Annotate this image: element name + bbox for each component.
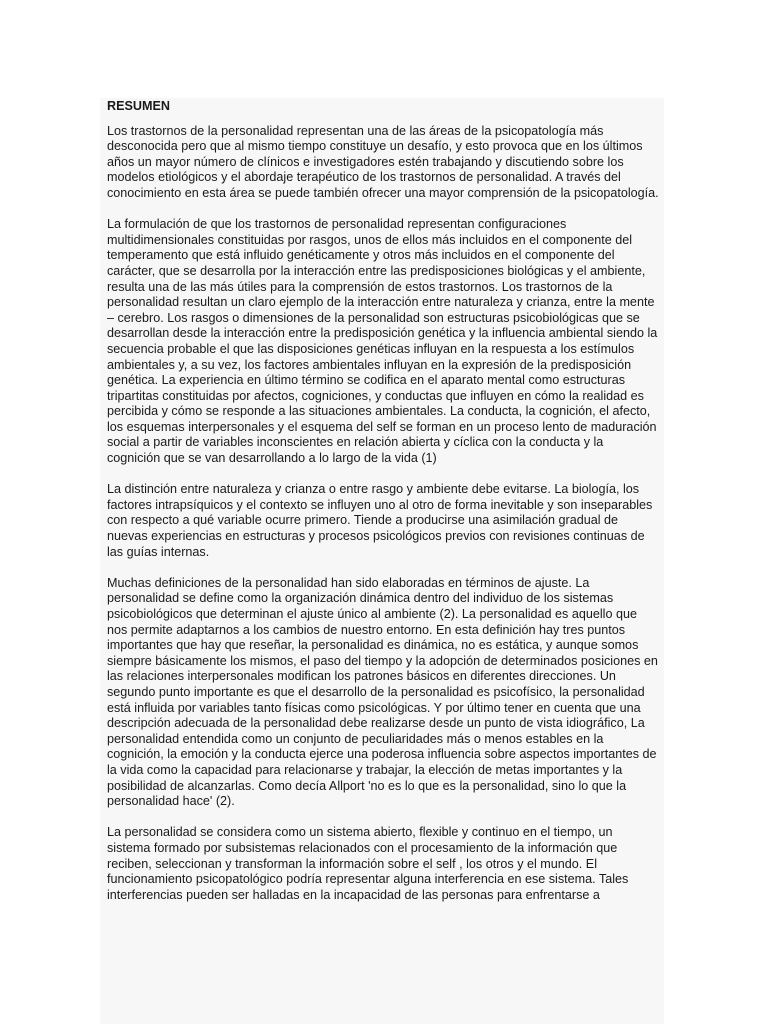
paragraph-1: Los trastornos de la personalidad representan una de las áreas de la psicopatología más desconocida pero que al mismo tiempo constituye un desafío, y esto provoca que en los últimos años un mayor número de clínicos e investigadores estén trabajando y discutiendo sobre los modelos etiológicos y el abordaje terapéutico de los trastornos de personalidad. A través del conocimiento en esta área se puede también ofrecer una mayor comprensión de la psicopatología. [107, 123, 659, 200]
paragraph-4: Muchas definiciones de la personalidad han sido elaboradas en términos de ajuste. La personalidad se define como la organización dinámica dentro del individuo de los sistemas psicobiológicos que determinan el ajuste único al ambiente (2). La personalidad es aquello que nos permite adaptarnos a los cambios de nuestro entorno. En esta definición hay tres puntos importantes que hay que reseñar, la personalidad es dinámica, no es estática, y aunque somos siempre básicamente los mismos, el paso del tiempo y la adopción de determinados posiciones en las relaciones interpersonales modifican los patrones básicos en diferentes direcciones. Un segundo punto importante es que el desarrollo de la personalidad es psicofísico, la personalidad está influida por variables tanto físicas como psicológicas. Y por último tener en cuenta que una descripción adecuada de la personalidad debe realizarse desde un punto de vista idiográfico, La personalidad entendida como un conjunto de peculiaridades más o menos estables en la cognición, la emoción y la conducta ejerce una poderosa influencia sobre aspectos importantes de la vida como la capacidad para relacionarse y trabajar, la elección de metas importantes y la posibilidad de alcanzarlas. Como decía Allport 'no es lo que es la personalidad, sino lo que la personalidad hace' (2). [107, 575, 658, 809]
document-content [107, 99, 659, 919]
document-title: RESUMEN [107, 99, 170, 113]
paragraph-2: La formulación de que los trastornos de personalidad representan configuraciones multidimensionales constituidas por rasgos, unos de ellos más incluidos en el componente del temperamento que está influido genéticamente y otros más incluidos en el componente del carácter, que se desarrolla por la interacción entre las predisposiciones biológicas y el ambiente, resulta una de las más útiles para la comprensión de estos trastornos. Los trastornos de la personalidad resultan un claro ejemplo de la interacción entre naturaleza y crianza, entre la mente – cerebro. Los rasgos o dimensiones de la personalidad son estructuras psicobiológicas que se desarrollan desde la interacción entre la predisposición genética y la influencia ambiental siendo la secuencia probable el que las disposiciones genéticas influyan en la respuesta a los estímulos ambientales y, a su vez, los factores ambientales influyan en la expresión de la predisposición genética. La experiencia en último término se codifica en el aparato mental como estructuras tripartitas constituidas por afectos, cogniciones, y conductas que influyen en cómo la realidad es percibida y cómo se responde a las situaciones ambientales. La conducta, la cognición, el afecto, los esquemas interpersonales y el esquema del self se forman en un proceso lento de maduración social a partir de variables inconscientes en relación abierta y cíclica con la conducta y la cognición que se van desarrollando a lo largo de la vida (1) [107, 217, 658, 466]
paragraph-3: La distinción entre naturaleza y crianza o entre rasgo y ambiente debe evitarse. La biología, los factores intrapsíquicos y el contexto se influyen uno al otro de forma inevitable y son inseparables con respecto a qué variable ocurre primero. Tiende a producirse una asimilación gradual de nuevas experiencias en estructuras y procesos psicológicos previos con revisiones continuas de las guías internas. [107, 482, 653, 559]
paragraph-5: La personalidad se considera como un sistema abierto, flexible y continuo en el tiempo, un sistema formado por subsistemas relacionados con el procesamiento de la información que reciben, seleccionan y transforman la información sobre el self , los otros y el mundo. El funcionamiento psicopatológico podría representar alguna interferencia en ese sistema. Tales interferencias pueden ser halladas en la incapacidad de las personas para enfrentarse a [107, 825, 629, 902]
